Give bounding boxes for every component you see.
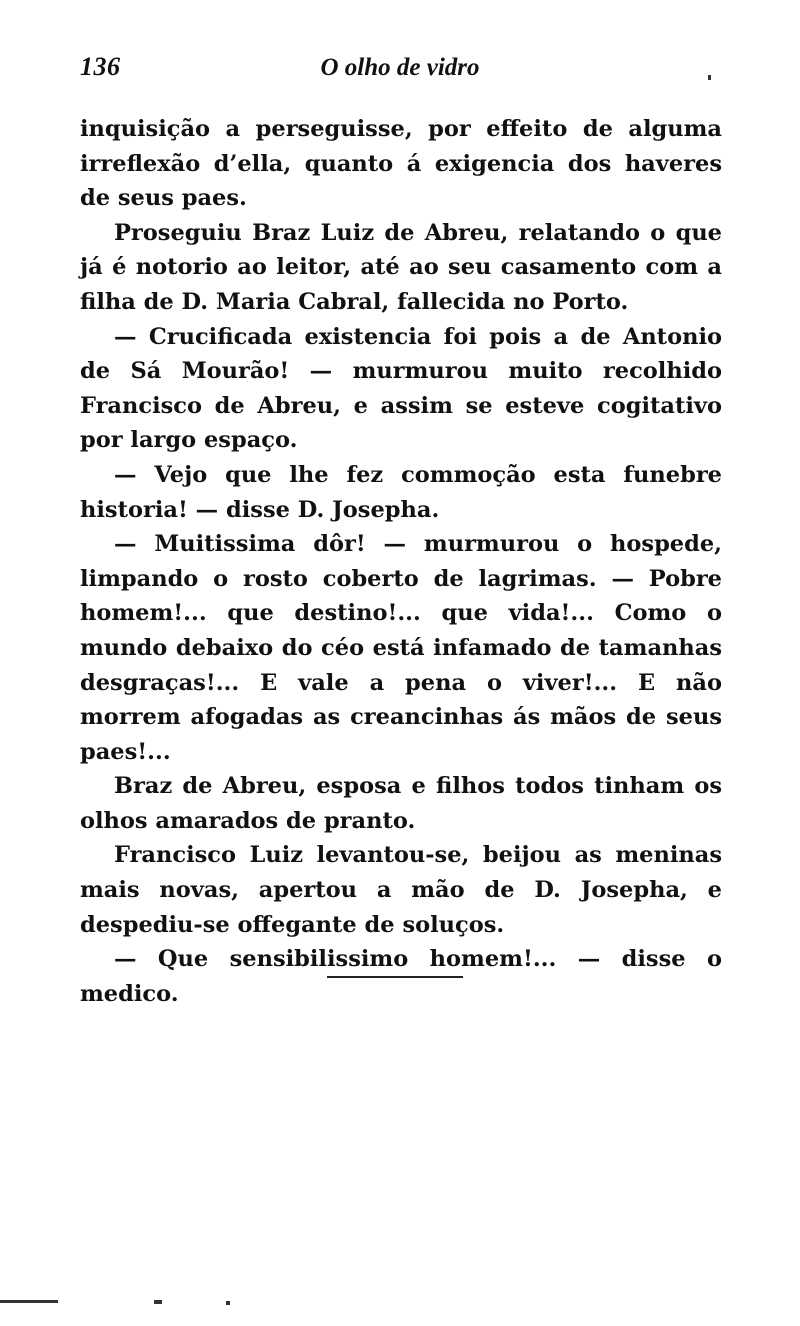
scan-speck bbox=[708, 75, 711, 80]
paragraph-dialogue: — Muitissima dôr! — murmurou o hospede, limpando o rosto coberto de lagrimas. — Pobre homem!... que destino!... que vida!... Como o mundo debaixo do céo está infamado de tamanhas desgraças!... E vale a pena o viver!... E não morrem afogadas as creancinhas ás mãos de seus paes!... bbox=[80, 531, 722, 765]
scan-speck bbox=[226, 1301, 230, 1305]
scan-speck bbox=[0, 1300, 58, 1303]
paragraph-dialogue: — Vejo que lhe fez commoção esta funebre historia! — disse D. Josepha. bbox=[80, 461, 722, 523]
paragraph-narration: Francisco Luiz levantou-se, beijou as meninas mais novas, apertou a mão de D. Josepha, e despediu-se offegante de soluços. bbox=[80, 842, 722, 938]
page-body bbox=[80, 112, 722, 1011]
running-title: O olho de vidro bbox=[320, 54, 480, 81]
chapter-end-rule bbox=[327, 976, 463, 978]
paragraph-narration: Braz de Abreu, esposa e filhos todos tinham os olhos amarados de pranto. bbox=[80, 773, 722, 834]
scan-speck bbox=[154, 1300, 162, 1304]
paragraph-continuation: inquisição a perseguisse, por effeito de alguma irreflexão d’ella, quanto á exigencia dos haveres de seus paes. bbox=[80, 116, 722, 212]
paragraph-dialogue: — Que sensibilissimo homem!... — disse o medico. bbox=[80, 946, 722, 1007]
paragraph-narration: Proseguiu Braz Luiz de Abreu, relatando o que já é notorio ao leitor, até ao seu casamento com a filha de D. Maria Cabral, fallecida no Porto. bbox=[80, 219, 722, 315]
page-number: 136 bbox=[80, 52, 121, 81]
paragraph-dialogue: — Crucificada existencia foi pois a de Antonio de Sá Mourão! — murmurou muito recolhido Francisco de Abreu, e assim se esteve cogitativo por largo espaço. bbox=[80, 323, 722, 454]
